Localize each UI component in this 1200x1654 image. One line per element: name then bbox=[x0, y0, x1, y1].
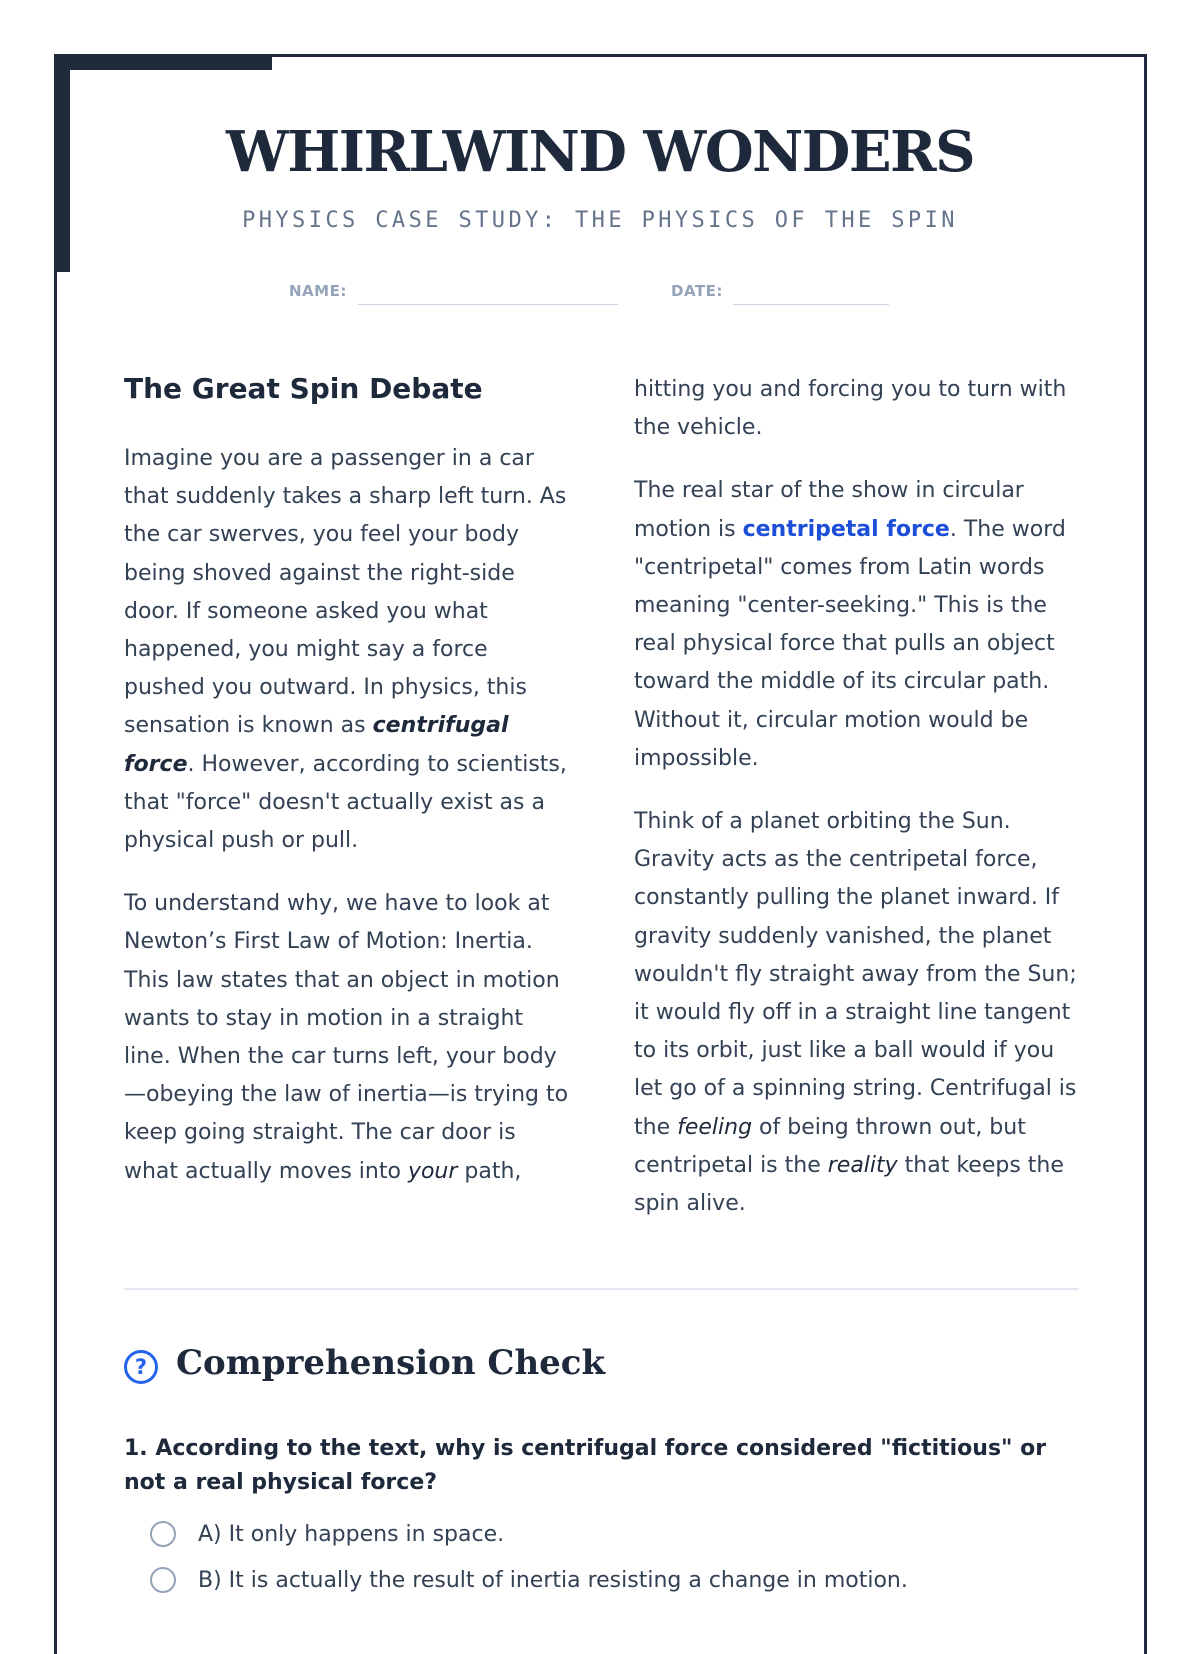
radio-button[interactable] bbox=[150, 1567, 176, 1593]
option-label: B) It is actually the result of inertia resisting a change in motion. bbox=[198, 1567, 908, 1593]
question-1: 1. According to the text, why is centrifugal force considered "fictitious" or not a real physical force? bbox=[124, 1436, 1047, 1495]
paragraph bbox=[124, 440, 572, 860]
date-label: DATE: bbox=[671, 282, 723, 300]
text-span: that keeps the spin alive. bbox=[634, 1152, 1064, 1217]
text-span: The real star of the show in circular motion is bbox=[634, 478, 1024, 542]
option-label: A) It only happens in space. bbox=[198, 1521, 505, 1547]
term-centrifugal: centrifugal force bbox=[124, 713, 509, 777]
article-column-left bbox=[124, 440, 572, 1191]
text-span: . However, according to scientists, that "force" doesn't actually exist as a physical push or pull. bbox=[124, 751, 567, 854]
text-span: Imagine you are a passenger in a car that suddenly takes a sharp left turn. As the car swerves, you feel your body being shoved against the right-side door. If someone asked you what happened, you might say a force pushed you outward. In physics, this sensation is known as bbox=[124, 446, 567, 739]
section-divider bbox=[124, 1288, 1079, 1290]
term-centripetal: centripetal force bbox=[742, 516, 950, 542]
page-title: WHIRLWIND WONDERS bbox=[225, 119, 975, 185]
paragraph bbox=[634, 472, 1082, 778]
answer-option-a[interactable] bbox=[150, 1521, 504, 1547]
paragraph bbox=[634, 803, 1082, 1223]
date-field[interactable] bbox=[733, 304, 889, 305]
text-span: . The word "centripetal" comes from Latin words meaning "center-seeking." This is the real physical force that pulls an object toward the middle of its circular path. Without it, circular motion would be impossible. bbox=[634, 516, 1066, 771]
radio-button[interactable] bbox=[150, 1521, 176, 1547]
page-subtitle: PHYSICS CASE STUDY: THE PHYSICS OF THE SPIN bbox=[242, 208, 958, 233]
corner-accent-top bbox=[54, 54, 272, 70]
article-heading: The Great Spin Debate bbox=[124, 372, 483, 405]
question-circle-icon: ? bbox=[124, 1350, 158, 1384]
answer-option-b[interactable] bbox=[150, 1567, 908, 1593]
paragraph: hitting you and forcing you to turn with the vehicle. bbox=[634, 377, 1067, 441]
text-span: Think of a planet orbiting the Sun. Gravity acts as the centripetal force, constantly pulling the planet inward. If gravity suddenly vanished, the planet wouldn't fly straight away from the Sun; it would fly off in a straight line tangent to its orbit, just like a ball would if you let go of a spinning string. Centrifugal is the bbox=[634, 809, 1077, 1140]
article-column-right bbox=[634, 371, 1082, 1223]
paragraph bbox=[124, 885, 572, 1191]
emphasis: your bbox=[407, 1158, 458, 1184]
text-span: To understand why, we have to look at Newton’s First Law of Motion: Inertia. This law states that an object in motion wants to stay in motion in a straight line. When the car turns left, your body—obeying the law of inertia—is trying to keep going straight. The car door is what actually moves into bbox=[124, 891, 569, 1184]
text-span: of being thrown out, but centripetal is the bbox=[634, 1114, 1026, 1178]
name-field[interactable] bbox=[358, 304, 618, 305]
text-span: path, bbox=[457, 1158, 522, 1184]
emphasis: reality bbox=[827, 1152, 898, 1178]
emphasis: feeling bbox=[677, 1114, 753, 1140]
quiz-heading: Comprehension Check bbox=[176, 1343, 606, 1383]
name-label: NAME: bbox=[289, 282, 347, 300]
